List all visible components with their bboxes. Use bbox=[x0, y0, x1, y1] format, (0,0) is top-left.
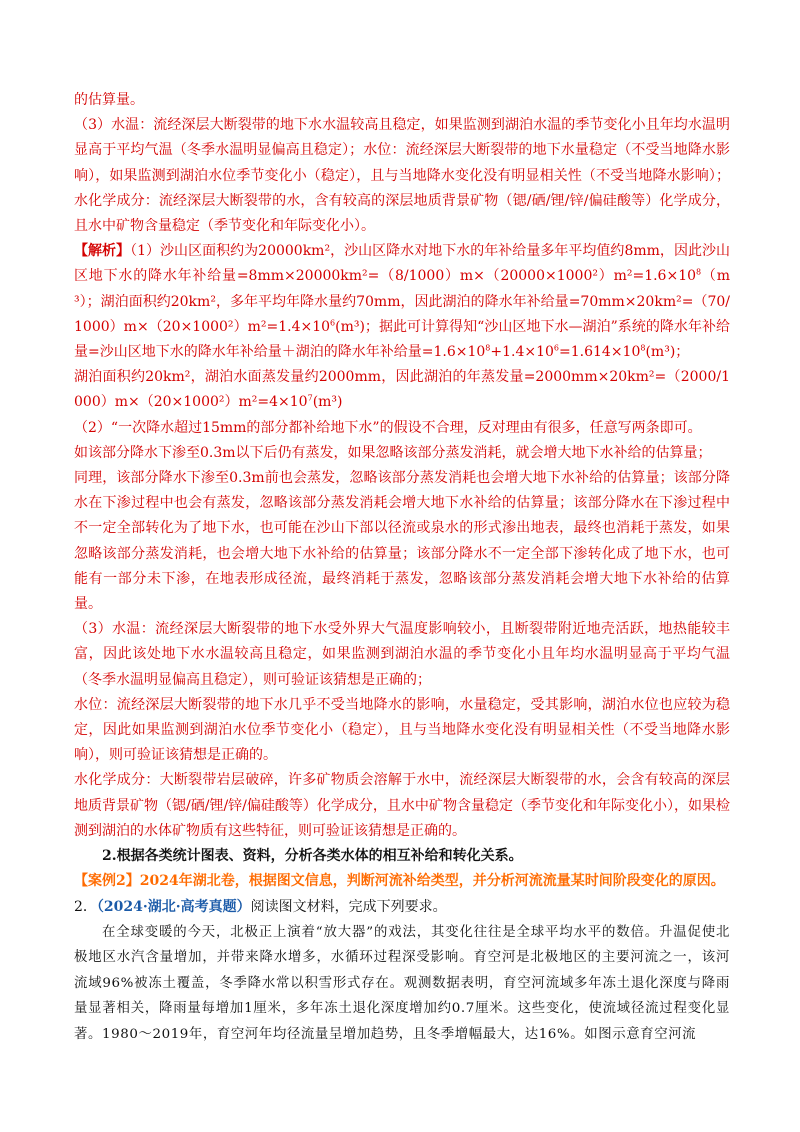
analysis-text: (m³) bbox=[312, 394, 343, 411]
exponent: 8 bbox=[696, 267, 702, 277]
analysis-part-2-reason-1: 如该部分降水下渗至0.3m以下后仍有蒸发，如果忽略该部分蒸发消耗，就会增大地下水补给的估算量； bbox=[74, 444, 712, 461]
document-page bbox=[74, 88, 730, 1048]
analysis-part-3-water-level: 水位：流经深层大断裂带的地下水几乎不受当地降水的影响，水量稳定，受其影响，湖泊水位也应较为稳定，因此如果监测到湖泊水位季节变化小（稳定），且与当地降水变化没有明显相关性（不受当地降水影响），则可验证该猜想是正确的。 bbox=[74, 696, 730, 764]
analysis-tag: 【解析】 bbox=[74, 243, 131, 260]
analysis-text: =1.614×10 bbox=[559, 344, 641, 361]
analysis-text: (m³)； bbox=[645, 344, 690, 361]
exponent: 6 bbox=[553, 343, 560, 353]
case-heading: 【案例2】2024年湖北卷，根据图文信息，判断河流补给类型，并分析河流流量某时间阶段变化的原因。 bbox=[74, 873, 725, 890]
question-instruction: 阅读图文材料，完成下列要求。 bbox=[250, 898, 447, 915]
analysis-part-3-chemistry: 水化学成分：大断裂带岩层破碎，许多矿物质会溶解于水中，流经深层大断裂带的水，会含有较高的深层地质背景矿物（锶/硒/锂/锌/偏硅酸等）化学成分，且水中矿物含量稳定（季节变化和年际变化小），如果检测到湖泊的水体矿物质有这些特征，则可验证该猜想是正确的。 bbox=[74, 772, 730, 839]
analysis-part-1 bbox=[74, 239, 730, 365]
exponent: 7 bbox=[307, 393, 313, 403]
analysis-evaporation bbox=[74, 365, 730, 415]
question-number: 2． bbox=[74, 898, 97, 915]
question-source: （2024·湖北·高考真题） bbox=[96, 898, 251, 915]
analysis-text: （m³）；湖泊面积约20km²，多年平均年降水量约70mm，因此湖泊的降水年补给量=70mm×20km²=（70/1000）m×（20×1000²）m²=1.4×10 bbox=[74, 268, 730, 335]
question-header bbox=[74, 895, 730, 920]
answer-continuation: 的估算量。 bbox=[74, 92, 144, 108]
exponent: 6 bbox=[330, 318, 336, 328]
analysis-part-2-reason-2: 同理，该部分降水下渗至0.3m前也会蒸发，忽略该部分蒸发消耗也会增大地下水补给的估算量；该部分降水在下渗过程中也会有蒸发，忽略该部分蒸发消耗会增大地下水补给的估算量；该部分降水在下渗过程中不一定全部转化为了地下水，也可能在沙山下部以径流或泉水的形式渗出地表，最终也消耗于蒸发，如果忽略该部分蒸发消耗，也会增大地下水补给的估算量；该部分降水不一定全部下渗转化成了地下水，也可能有一部分未下渗，在地表形成径流，最终消耗于蒸发，忽略该部分蒸发消耗会增大地下水补给的估算量。 bbox=[74, 470, 730, 613]
analysis-part-2-intro: （2）“一次降水超过15mm的部分都补给地下水”的假设不合理，反对理由有很多，任意写两条即可。 bbox=[74, 419, 702, 436]
section-heading: 2.根据各类统计图表、资料，分析各类水体的相互补给和转化关系。 bbox=[102, 848, 523, 865]
analysis-text: 湖泊面积约20km²，湖泊水面蒸发量约2000mm，因此湖泊的年蒸发量=2000mm×20km²=（2000/1000）m×（20×1000²）m²=4×10 bbox=[74, 369, 730, 411]
answer-part-3: （3）水温：流经深层大断裂带的地下水水温较高且稳定，如果监测到湖泊水温的季节变化小且年均水温明显高于平均气温（冬季水温明显偏高且稳定）；水位：流经深层大断裂带的地下水量稳定（不受当地降水影响），如果监测到湖泊水位季节变化小（稳定），且与当地降水变化没有明显相关性（不受当地降水影响）；水化学成分：流经深层大断裂带的水，含有较高的深层地质背景矿物（锶/硒/锂/锌/偏硅酸等）化学成分，且水中矿物含量稳定（季节变化和年际变化小）。 bbox=[74, 117, 730, 235]
exponent: 8 bbox=[640, 343, 646, 353]
analysis-part-3-temperature: （3）水温：流经深层大断裂带的地下水受外界大气温度影响较小，且断裂带附近地壳活跃，地热能较丰富，因此该处地下水水温较高且稳定，如果监测到湖泊水温的季节变化小且年均水温明显高于平均气温（冬季水温明显偏高且稳定），则可验证该猜想是正确的； bbox=[74, 621, 730, 688]
exponent: 8 bbox=[485, 343, 491, 353]
analysis-text: (m³)；据此可计算得知“沙山区地下水—湖泊”系统的降水年补给量=沙山区地下水的降水年补给量＋湖泊的降水年补给量=1.6×10 bbox=[74, 318, 730, 361]
analysis-text: （1）沙山区面积约为20000km²，沙山区降水对地下水的年补给量多年平均值约8mm，因此沙山区地下水的降水年补给量=8mm×20000km²=（8/1000）m×（20000×1000²）m²=1.6×10 bbox=[74, 243, 730, 285]
question-material: 在全球变暖的今天，北极正上演着“放大器”的戏法，其变化往往是全球平均水平的数倍。升温促使北极地区水汽含量增加，并带来降水增多，水循环过程深受影响。育空河是北极地区的主要河流之一，该河流域96%被冻土覆盖，冬季降水常以积雪形式存在。观测数据表明，育空河流域多年冻土退化深度与降雨量显著相关，降雨量每增加1厘米，多年冻土退化深度增加约0.7厘米。这些变化，使流域径流过程变化显著。1980～2019年，育空河年均径流量呈增加趋势，且冬季增幅最大，达16%。如图示意育空河流 bbox=[74, 924, 730, 1043]
analysis-text: +1.4×10 bbox=[490, 344, 554, 361]
